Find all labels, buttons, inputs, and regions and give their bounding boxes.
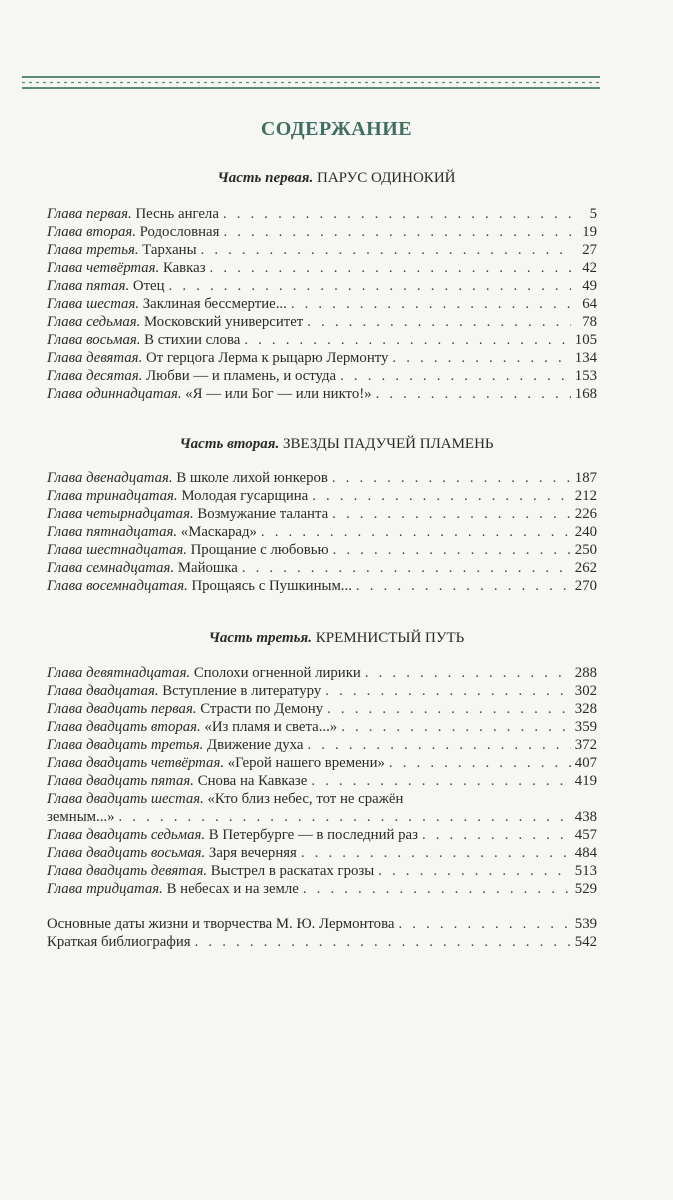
page-number: 240: [574, 524, 597, 540]
chapter-title: Московский университет: [144, 314, 304, 330]
chapter-title: Возмужание таланта: [197, 506, 329, 522]
toc-appendix: [47, 915, 597, 951]
chapter-number: Глава восьмая.: [47, 332, 141, 348]
chapter-title-cont: земным...»: [47, 809, 115, 825]
page-number: 226: [574, 506, 597, 522]
chapter-number: Глава двадцать шестая.: [47, 791, 204, 807]
page-number: 270: [574, 578, 597, 594]
chapter-number: Глава одиннадцатая.: [47, 386, 182, 402]
chapter-number: Глава шестнадцатая.: [47, 542, 187, 558]
chapter-number: Глава двадцать третья.: [47, 737, 204, 753]
appendix-title: Краткая библиография: [47, 934, 191, 950]
toc-part-3: [47, 664, 597, 898]
part-label: Часть третья.: [208, 630, 312, 646]
part-heading-3: [0, 630, 673, 647]
chapter-title: «Я — или Бог — или никто!»: [185, 386, 372, 402]
decorative-border: [22, 74, 600, 92]
toc-entry[interactable]: [47, 541, 597, 559]
page-number: 457: [574, 827, 597, 843]
chapter-number: Глава двенадцатая.: [47, 470, 173, 486]
page-number: 187: [574, 470, 597, 486]
chapter-title: «Кто близ небес, тот не сражён: [207, 791, 404, 807]
chapter-title: Прощаясь с Пушкиным...: [191, 578, 352, 594]
page-number: 262: [574, 560, 597, 576]
toc-entry[interactable]: [47, 241, 597, 259]
chapter-number: Глава первая.: [47, 206, 132, 222]
toc-entry[interactable]: [47, 523, 597, 541]
toc-entry[interactable]: [47, 664, 597, 682]
toc-entry[interactable]: [47, 577, 597, 595]
chapter-number: Глава девятнадцатая.: [47, 665, 191, 681]
chapter-title: В Петербурге — в последний раз: [208, 827, 418, 843]
chapter-number: Глава пятая.: [47, 278, 130, 294]
page-number: 419: [574, 773, 597, 789]
page-number: 484: [574, 845, 597, 861]
chapter-number: Глава семнадцатая.: [47, 560, 175, 576]
chapter-title: «Маскарад»: [180, 524, 257, 540]
chapter-number: Глава вторая.: [47, 224, 136, 240]
page-number: 153: [574, 368, 597, 384]
page-number: 407: [574, 755, 597, 771]
chapter-number: Глава двадцать девятая.: [47, 863, 208, 879]
chapter-title: Снова на Кавказе: [197, 773, 308, 789]
part-name: КРЕМНИСТЫЙ ПУТЬ: [315, 630, 465, 646]
appendix-title: Основные даты жизни и творчества М. Ю. Лермонтова: [47, 916, 395, 932]
page-number: 5: [589, 206, 597, 222]
page-number: 49: [582, 278, 597, 294]
toc-entry[interactable]: [47, 736, 597, 754]
part-heading-1: [0, 170, 673, 187]
chapter-number: Глава девятая.: [47, 350, 143, 366]
chapter-title: В школе лихой юнкеров: [176, 470, 328, 486]
chapter-title: От герцога Лерма к рыцарю Лермонту: [145, 350, 389, 366]
toc-entry[interactable]: [47, 277, 597, 295]
toc-entry[interactable]: [47, 718, 597, 736]
chapter-number: Глава двадцать восьмая.: [47, 845, 206, 861]
chapter-number: Глава двадцать четвёртая.: [47, 755, 225, 771]
page-number: 539: [574, 916, 597, 932]
toc-entry[interactable]: [47, 367, 597, 385]
chapter-number: Глава десятая.: [47, 368, 143, 384]
chapter-title: Заклиная бессмертие...: [142, 296, 287, 312]
chapter-title: Вступление в литературу: [162, 683, 322, 699]
toc-entry[interactable]: [47, 205, 597, 223]
chapter-number: Глава двадцать пятая.: [47, 773, 194, 789]
toc-entry[interactable]: [47, 559, 597, 577]
toc-entry[interactable]: [47, 223, 597, 241]
chapter-title: Страсти по Демону: [200, 701, 324, 717]
page-number: 19: [582, 224, 597, 240]
chapter-title: Молодая гусарщина: [181, 488, 309, 504]
toc-entry[interactable]: [47, 880, 597, 898]
chapter-number: Глава двадцать вторая.: [47, 719, 201, 735]
toc-entry[interactable]: [47, 331, 597, 349]
chapter-title: Майошка: [177, 560, 238, 576]
toc-entry[interactable]: [47, 844, 597, 862]
chapter-title: «Из пламя и света...»: [204, 719, 338, 735]
toc-entry[interactable]: [47, 487, 597, 505]
page-number: 328: [574, 701, 597, 717]
chapter-number: Глава четырнадцатая.: [47, 506, 194, 522]
toc-entry[interactable]: [47, 295, 597, 313]
page-number: 212: [574, 488, 597, 504]
chapter-number: Глава тридцатая.: [47, 881, 163, 897]
chapter-title: Прощание с любовью: [190, 542, 329, 558]
page-number: 529: [574, 881, 597, 897]
toc-entry[interactable]: [47, 469, 597, 487]
chapter-number: Глава двадцать седьмая.: [47, 827, 206, 843]
chapter-number: Глава двадцать первая.: [47, 701, 197, 717]
page-number: 372: [574, 737, 597, 753]
page-number: 64: [582, 296, 597, 312]
toc-entry[interactable]: [47, 505, 597, 523]
chapter-number: Глава третья.: [47, 242, 139, 258]
chapter-title: В стихии слова: [144, 332, 241, 348]
toc-entry-line1[interactable]: [47, 790, 597, 808]
chapter-title: Движение духа: [207, 737, 304, 753]
page-number: 27: [582, 242, 597, 258]
toc-part-1: [47, 205, 597, 403]
chapter-title: «Герой нашего времени»: [227, 755, 385, 771]
page-number: 250: [574, 542, 597, 558]
toc-entry[interactable]: [47, 385, 597, 403]
chapter-title: Родословная: [139, 224, 220, 240]
chapter-number: Глава седьмая.: [47, 314, 141, 330]
page-number: 288: [574, 665, 597, 681]
chapter-title: В небесах и на земле: [166, 881, 299, 897]
part-heading-2: [0, 436, 673, 453]
chapter-title: Любви — и пламень, и остуда: [146, 368, 337, 384]
toc-entry[interactable]: [47, 349, 597, 367]
page-number: 438: [574, 809, 597, 825]
page-number: 78: [582, 314, 597, 330]
page-number: 134: [574, 350, 597, 366]
page-number: 542: [574, 934, 597, 950]
page-number: 168: [574, 386, 597, 402]
chapter-number: Глава четвёртая.: [47, 260, 160, 276]
toc-entry[interactable]: [47, 772, 597, 790]
toc-entry[interactable]: [47, 754, 597, 772]
toc-entry[interactable]: [47, 259, 597, 277]
toc-entry[interactable]: [47, 313, 597, 331]
part-label: Часть первая.: [217, 170, 314, 186]
toc-entry[interactable]: [47, 933, 597, 951]
chapter-title: Кавказ: [162, 260, 206, 276]
page-number: 513: [574, 863, 597, 879]
chapter-title: Тарханы: [142, 242, 197, 258]
part-name: ПАРУС ОДИНОКИЙ: [316, 170, 456, 186]
toc-part-2: [47, 469, 597, 595]
part-name: ЗВЕЗДЫ ПАДУЧЕЙ ПЛАМЕНЬ: [283, 436, 494, 452]
chapter-number: Глава пятнадцатая.: [47, 524, 178, 540]
toc-entry[interactable]: [47, 915, 597, 933]
toc-entry[interactable]: [47, 862, 597, 880]
chapter-number: Глава тринадцатая.: [47, 488, 178, 504]
chapter-title: Песнь ангела: [135, 206, 219, 222]
toc-entry[interactable]: [47, 682, 597, 700]
chapter-title: Выстрел в раскатах грозы: [210, 863, 375, 879]
page-number: 302: [574, 683, 597, 699]
page-number: 105: [574, 332, 597, 348]
toc-entry-line2[interactable]: [47, 808, 597, 826]
page-title: СОДЕРЖАНИЕ: [260, 118, 413, 140]
part-label: Часть вторая.: [179, 436, 280, 452]
toc-entry[interactable]: [47, 700, 597, 718]
page-number: 359: [574, 719, 597, 735]
chapter-title: Заря вечерняя: [208, 845, 297, 861]
page-number: 42: [582, 260, 597, 276]
chapter-number: Глава восемнадцатая.: [47, 578, 188, 594]
toc-entry[interactable]: [47, 826, 597, 844]
chapter-title: Отец: [132, 278, 165, 294]
chapter-number: Глава шестая.: [47, 296, 140, 312]
chapter-title: Сполохи огненной лирики: [193, 665, 361, 681]
chapter-number: Глава двадцатая.: [47, 683, 159, 699]
